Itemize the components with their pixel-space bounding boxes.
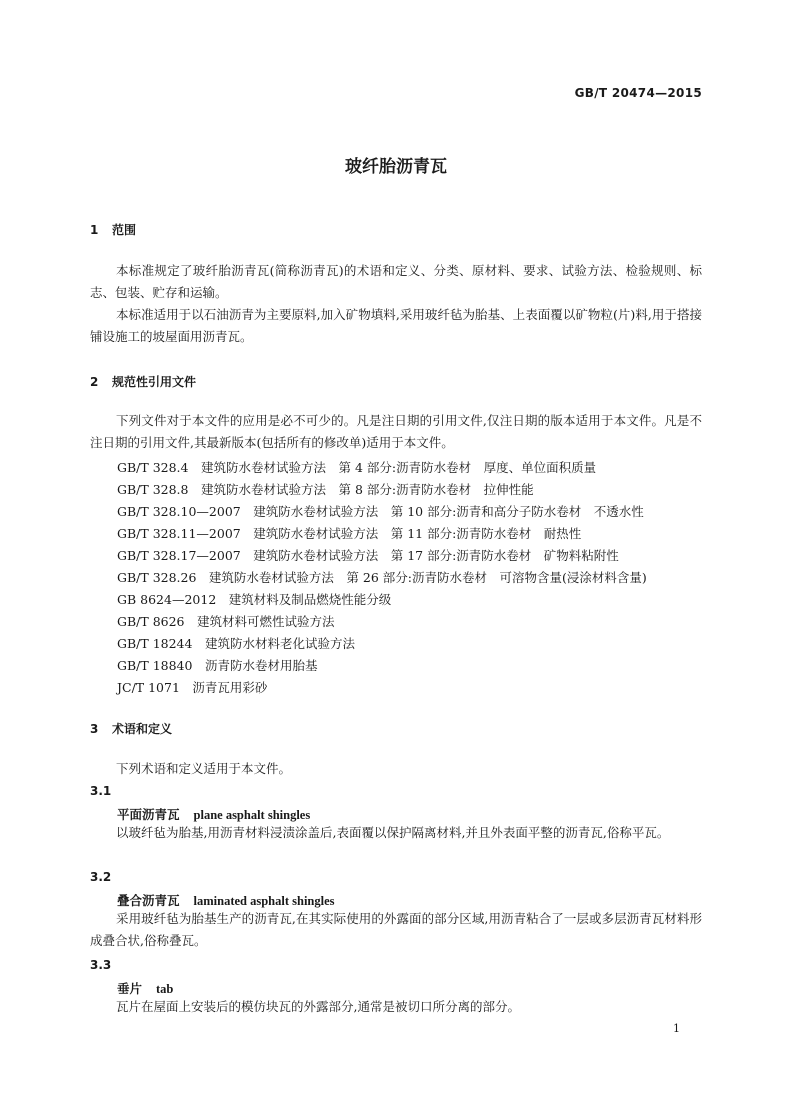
term-definition: 以玻纤毡为胎基,用沥青材料浸渍涂盖后,表面覆以保护隔离材料,并且外表面平整的沥青瓦,俗称平瓦。 bbox=[116, 825, 670, 840]
reference-item: GB/T 8626 建筑材料可燃性试验方法 bbox=[117, 614, 335, 629]
section-2-heading bbox=[90, 373, 196, 390]
term-definition: 采用玻纤毡为胎基生产的沥青瓦,在其实际使用的外露面的部分区域,用沥青粘合了一层或多层沥青瓦材料形成叠合状,俗称叠瓦。 bbox=[90, 911, 702, 948]
term-name-zh: 叠合沥青瓦 bbox=[117, 893, 180, 908]
term-definition: 瓦片在屋面上安装后的模仿块瓦的外露部分,通常是被切口所分离的部分。 bbox=[116, 999, 520, 1014]
paragraph: 下列文件对于本文件的应用是必不可少的。凡是注日期的引用文件,仅注日期的版本适用于本文件。凡是不注日期的引用文件,其最新版本(包括所有的修改单)适用于本文件。 bbox=[90, 413, 702, 450]
reference-item: GB/T 18244 建筑防水材料老化试验方法 bbox=[117, 636, 355, 651]
term-name-en: tab bbox=[156, 982, 174, 996]
term-name bbox=[117, 805, 310, 823]
reference-item: GB/T 328.17—2007 建筑防水卷材试验方法 第 17 部分:沥青防水卷材 矿物料粘附性 bbox=[117, 548, 619, 563]
reference-item: GB/T 328.10—2007 建筑防水卷材试验方法 第 10 部分:沥青和高分子防水卷材 不透水性 bbox=[117, 504, 644, 519]
reference-item: GB/T 328.8 建筑防水卷材试验方法 第 8 部分:沥青防水卷材 拉伸性能 bbox=[117, 482, 534, 497]
term-name bbox=[117, 891, 335, 909]
term-name-zh: 垂片 bbox=[117, 981, 143, 996]
reference-item: GB/T 328.11—2007 建筑防水卷材试验方法 第 11 部分:沥青防水卷材 耐热性 bbox=[117, 526, 582, 541]
section-title: 规范性引用文件 bbox=[112, 375, 197, 389]
reference-item: GB/T 328.26 建筑防水卷材试验方法 第 26 部分:沥青防水卷材 可溶物含量(浸涂材料含量) bbox=[117, 570, 647, 585]
section-3-heading bbox=[90, 720, 172, 737]
term-name bbox=[117, 979, 173, 997]
paragraph: 本标准规定了玻纤胎沥青瓦(简称沥青瓦)的术语和定义、分类、原材料、要求、试验方法、检验规则、标志、包装、贮存和运输。 bbox=[90, 263, 702, 300]
paragraph: 下列术语和定义适用于本文件。 bbox=[116, 761, 292, 776]
page-number: 1 bbox=[673, 1022, 680, 1035]
section-number: 3 bbox=[90, 722, 99, 736]
section-title: 术语和定义 bbox=[112, 722, 173, 736]
term-name-zh: 平面沥青瓦 bbox=[117, 807, 180, 822]
section-number: 1 bbox=[90, 223, 99, 237]
term-name-en: plane asphalt shingles bbox=[193, 808, 311, 822]
section-title: 范围 bbox=[112, 223, 137, 237]
term-name-en: laminated asphalt shingles bbox=[193, 894, 335, 908]
paragraph: 本标准适用于以石油沥青为主要原料,加入矿物填料,采用玻纤毡为胎基、上表面覆以矿物粒(片)料,用于搭接铺设施工的坡屋面用沥青瓦。 bbox=[90, 307, 702, 344]
section-number: 2 bbox=[90, 375, 99, 389]
term-number: 3.1 bbox=[90, 784, 112, 798]
reference-item: GB/T 328.4 建筑防水卷材试验方法 第 4 部分:沥青防水卷材 厚度、单位面积质量 bbox=[117, 460, 597, 475]
section-1-heading bbox=[90, 221, 136, 238]
reference-item: GB/T 18840 沥青防水卷材用胎基 bbox=[117, 658, 318, 673]
term-number: 3.2 bbox=[90, 870, 112, 884]
standard-code: GB/T 20474—2015 bbox=[574, 86, 702, 100]
term-number: 3.3 bbox=[90, 958, 112, 972]
document-title: 玻纤胎沥青瓦 bbox=[345, 157, 447, 177]
reference-item: JC/T 1071 沥青瓦用彩砂 bbox=[117, 680, 268, 695]
reference-item: GB 8624—2012 建筑材料及制品燃烧性能分级 bbox=[117, 592, 392, 607]
